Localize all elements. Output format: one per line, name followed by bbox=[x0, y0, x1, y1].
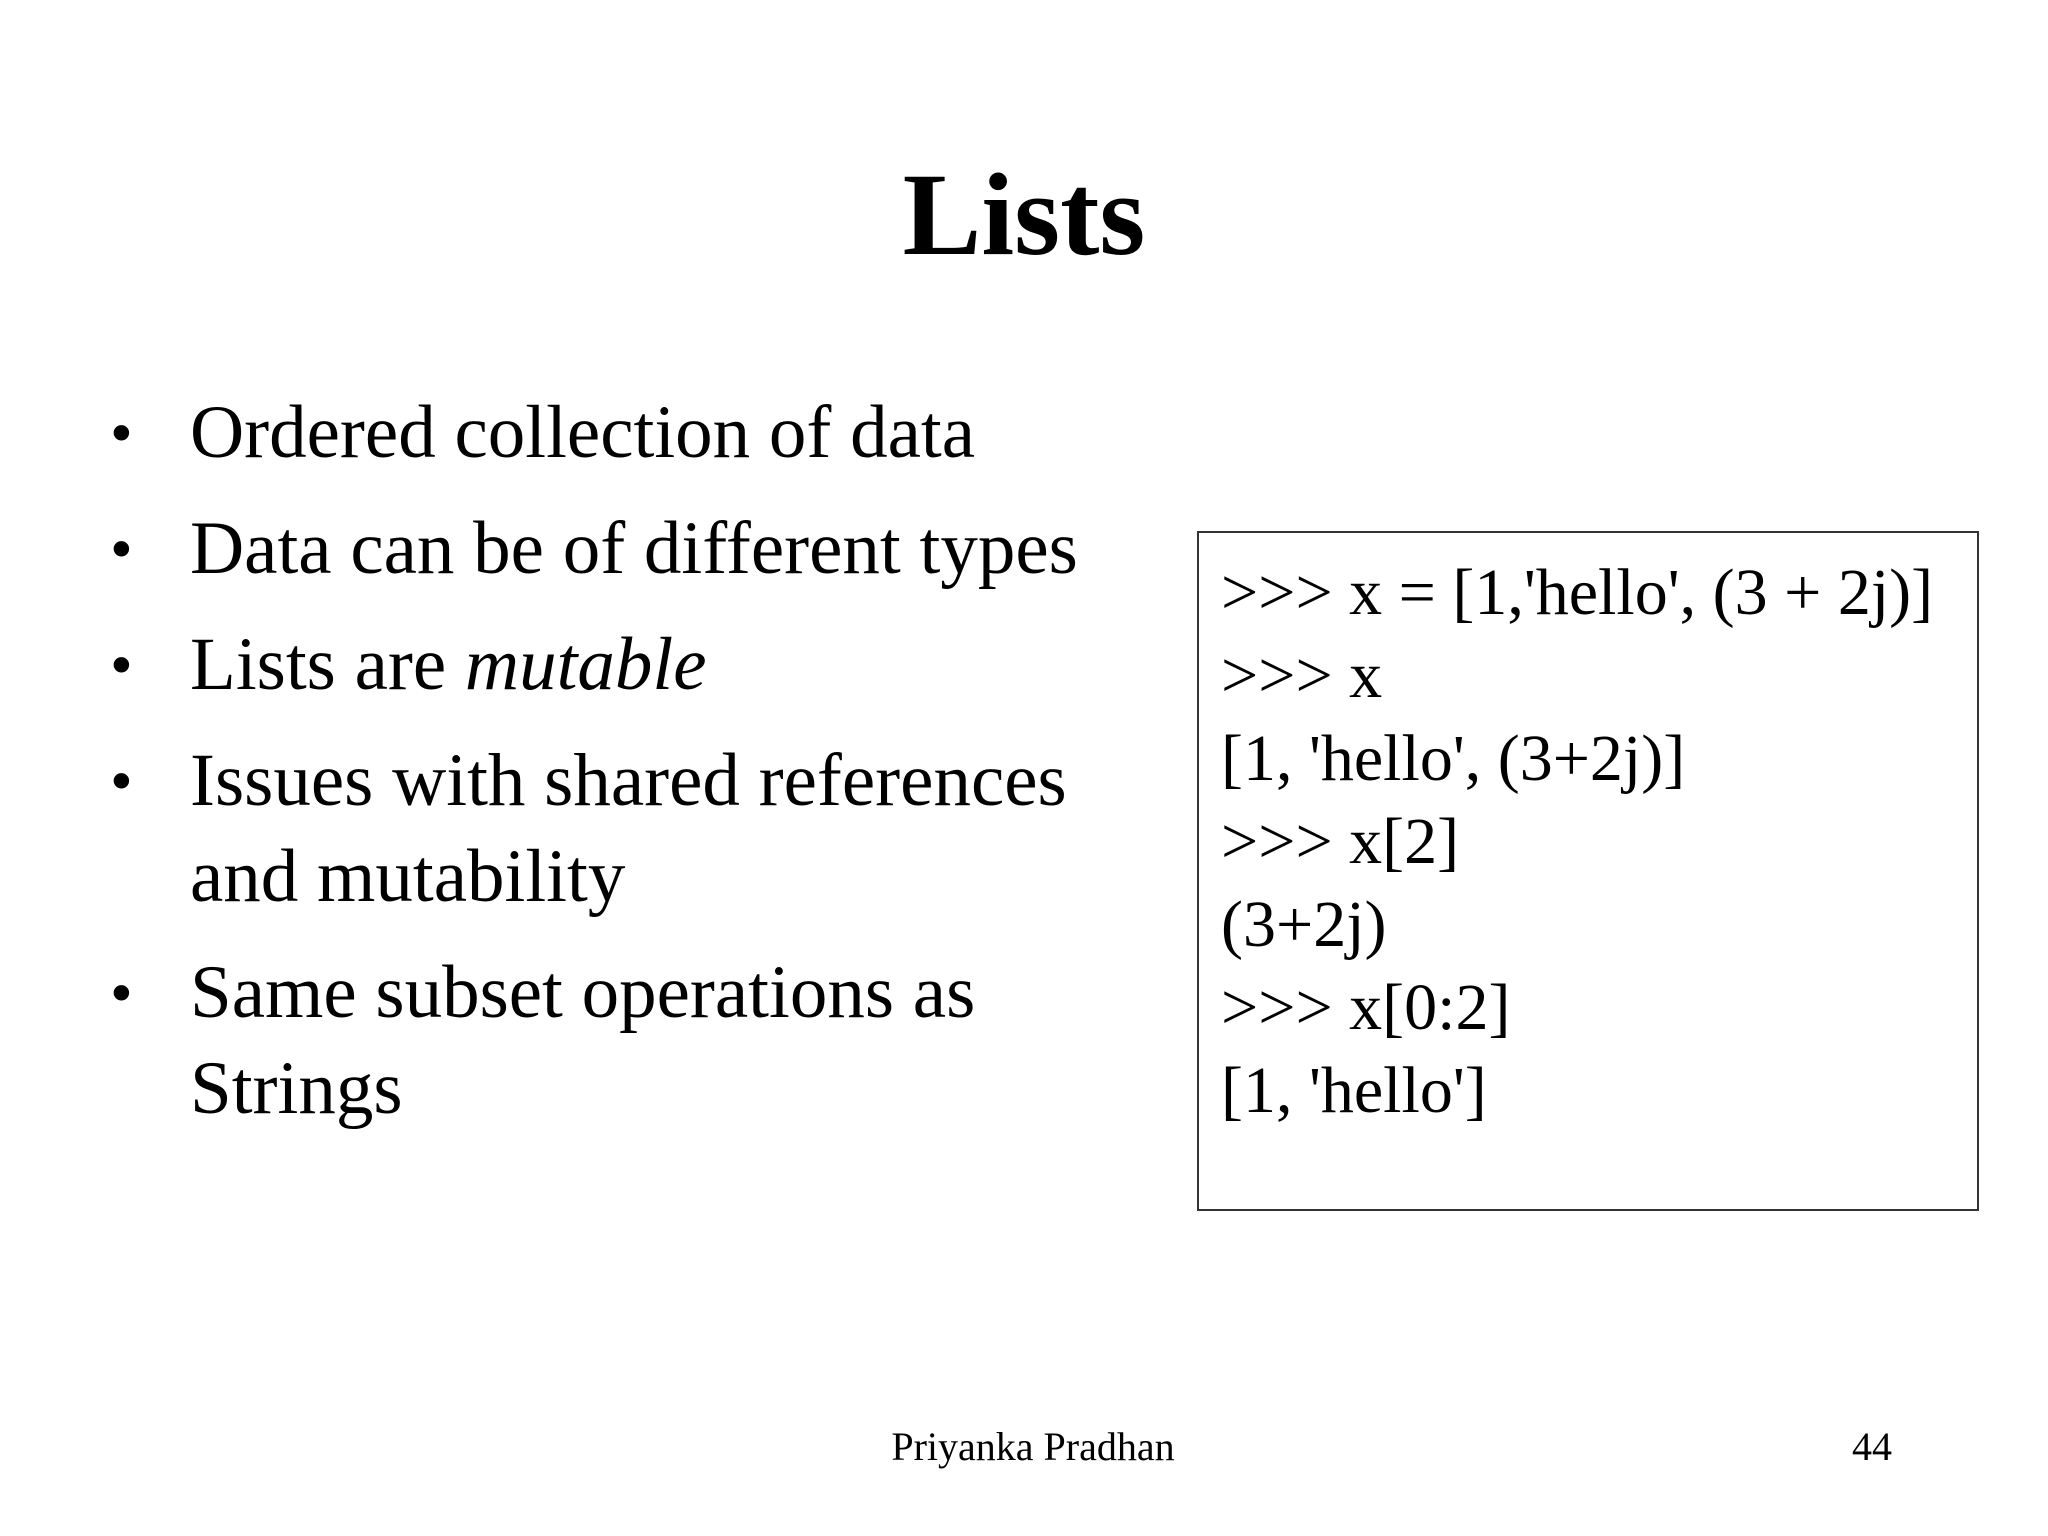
bullet-text-emphasis: mutable bbox=[464, 623, 707, 706]
code-line: (3+2j) bbox=[1221, 888, 1387, 961]
bullet-dot-icon: • bbox=[110, 513, 133, 585]
bullet-text: Data can be of different types bbox=[190, 507, 1078, 590]
bullet-dot-icon: • bbox=[110, 957, 133, 1029]
bullet-item bbox=[100, 385, 1100, 481]
bullet-text: Issues with shared references and mutability bbox=[190, 739, 1067, 918]
page-number: 44 bbox=[1852, 1424, 1892, 1469]
code-line: >>> x = [1,'hello', (3 + 2j)] bbox=[1221, 556, 1934, 629]
bullet-text: Same subset operations as Strings bbox=[190, 951, 976, 1130]
bullet-item bbox=[100, 501, 1100, 597]
bullet-item bbox=[100, 733, 1100, 925]
code-example-box bbox=[1197, 531, 1979, 1211]
code-line: >>> x[0:2] bbox=[1221, 971, 1511, 1044]
bullet-dot-icon: • bbox=[110, 745, 133, 817]
bullet-text-prefix: Lists are bbox=[190, 623, 465, 706]
code-line: [1, 'hello', (3+2j)] bbox=[1221, 722, 1686, 795]
code-line: >>> x bbox=[1221, 639, 1383, 712]
bullet-list bbox=[100, 385, 1100, 1157]
bullet-text: Ordered collection of data bbox=[190, 391, 976, 474]
bullet-item bbox=[100, 617, 1100, 713]
bullet-item bbox=[100, 945, 1100, 1137]
code-line: >>> x[2] bbox=[1221, 805, 1460, 878]
bullet-dot-icon: • bbox=[110, 629, 133, 701]
slide-title: Lists bbox=[902, 149, 1146, 280]
code-line: [1, 'hello'] bbox=[1221, 1054, 1487, 1127]
footer-author: Priyanka Pradhan bbox=[891, 1424, 1175, 1469]
bullet-dot-icon: • bbox=[110, 397, 133, 469]
